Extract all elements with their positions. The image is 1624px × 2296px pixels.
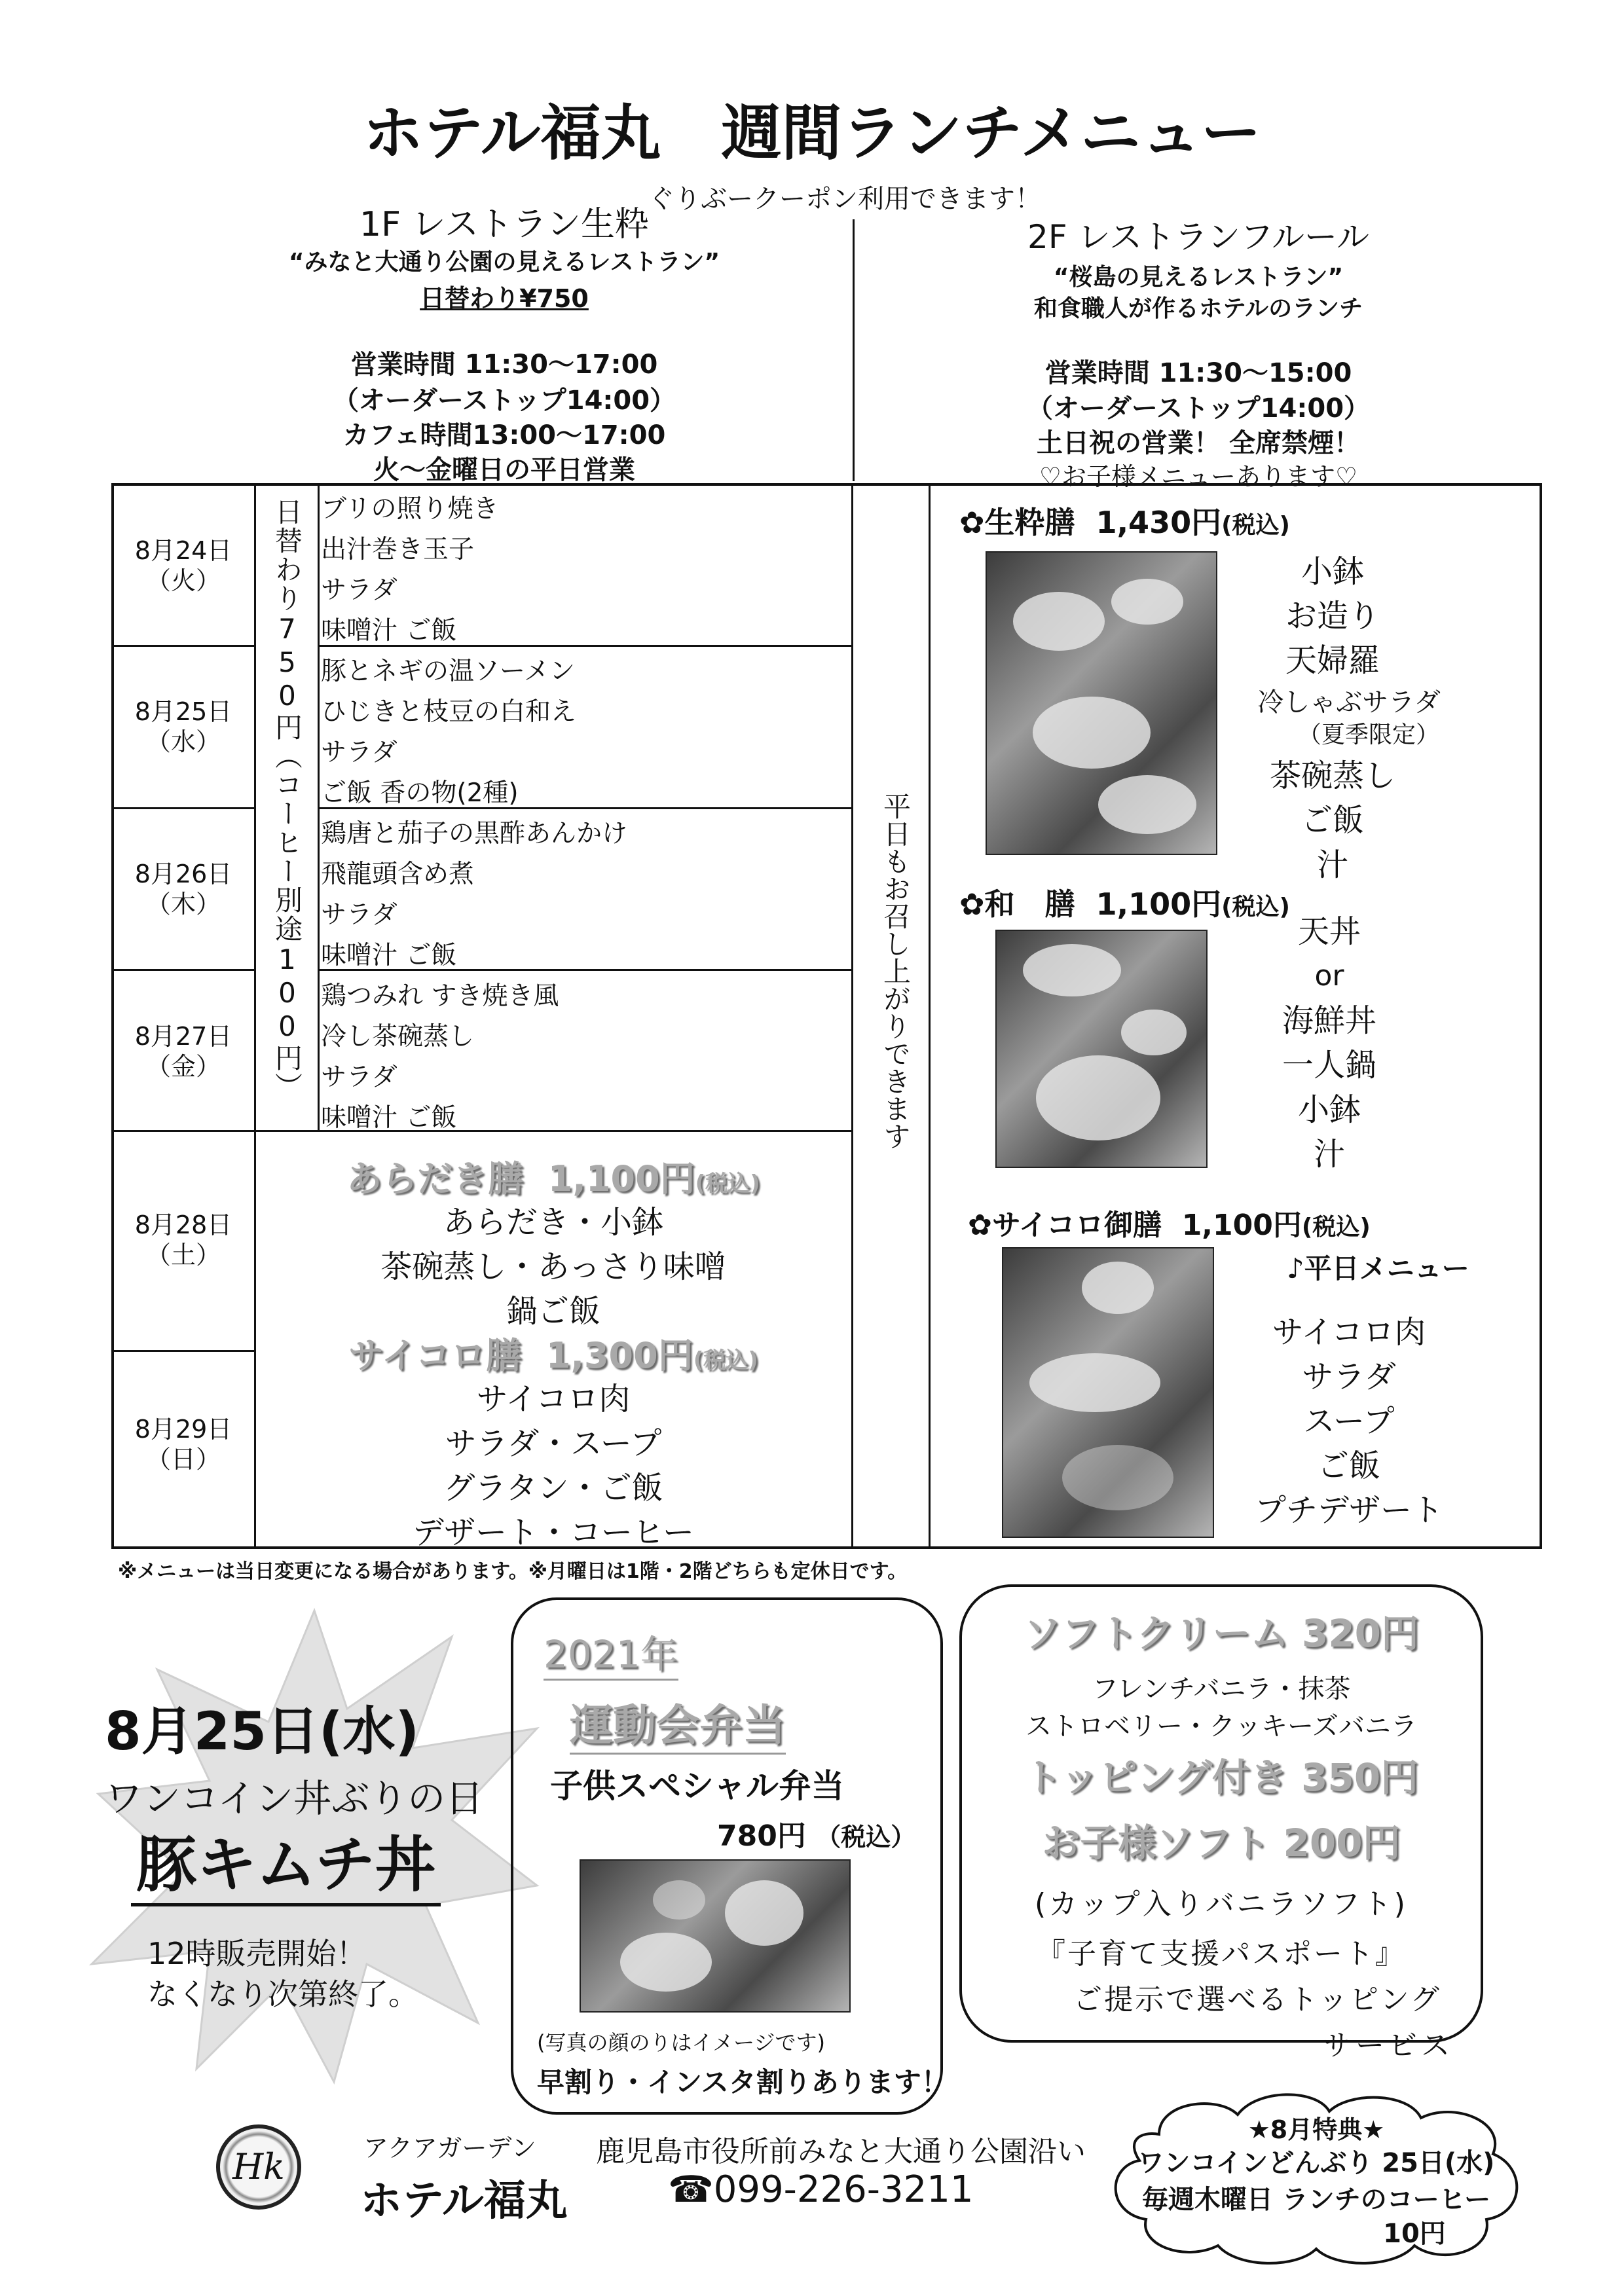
restaurant-2f-sub: 和食職人が作るホテルのランチ [1033, 295, 1363, 322]
softcream-passport: 『子育て支援パスポート』 [1037, 1937, 1406, 1971]
kisui-item: 小鉢 [1301, 553, 1364, 590]
wazen-item: or [1314, 959, 1344, 993]
footer-phone: ☎099-226-3211 [668, 2168, 974, 2211]
course-kisui-heading: ✿生粋膳 1,430円(税込) [959, 505, 1291, 540]
course-wazen-heading: ✿和 膳 1,100円(税込) [959, 886, 1291, 922]
promo-dish: 豚キムチ丼 [131, 1817, 441, 1906]
wazen-item: 天丼 [1297, 913, 1361, 950]
menu-item: サラダ [321, 900, 397, 930]
restaurant-2f-order-stop: （オーダーストップ14:00） [1026, 393, 1371, 424]
restaurant-2f-notice: 土日祝の営業！ 全席禁煙！ [1037, 428, 1360, 458]
menu-item: 冷し茶碗蒸し [321, 1022, 475, 1051]
restaurant-1f-name: 1F レストラン生粋 [360, 205, 649, 244]
softcream-flavors-2: ストロベリー・クッキーズバニラ [1025, 1711, 1417, 1741]
restaurant-2f-tagline: “桜島の見えるレストラン” [1053, 264, 1344, 291]
special-title: ★8月特典★ [1247, 2115, 1385, 2144]
saikoro-gozen-item: スープ [1303, 1403, 1395, 1440]
special-line2: 毎週木曜日 ランチのコーヒー [1141, 2185, 1491, 2215]
restaurant-2f-kids: ♡お子様メニューあります♡ [1039, 462, 1358, 491]
aradaki-line: 茶碗蒸し・あっさり味噌 [380, 1248, 726, 1285]
bento-photo [580, 1859, 851, 2013]
menu-item: ひじきと枝豆の白和え [321, 697, 577, 727]
bento-price: 780円 （税込） [717, 1819, 916, 1853]
hotel-logo: Hk [216, 2124, 301, 2210]
promo-line1: ワンコイン丼ぶりの日 [105, 1776, 484, 1821]
aradaki-line: 鍋ご飯 [506, 1293, 600, 1330]
restaurant-2f-hours: 営業時間 11:30～15:00 [1044, 358, 1352, 388]
softcream-flavors-1: フレンチバニラ・抹茶 [1092, 1674, 1351, 1704]
menu-item: 味噌汁 ご飯 [321, 1103, 457, 1133]
bento-discount: 早割り・インスタ割りあります！ [537, 2066, 949, 2098]
kisui-item: お造り [1285, 598, 1380, 634]
date-cell: 8月24日 （火） [134, 536, 232, 595]
wazen-photo [995, 930, 1208, 1168]
date-cell: 8月28日 （土） [134, 1211, 232, 1269]
softcream-kids: お子様ソフト 200円 [1042, 1821, 1401, 1865]
date-cell: 8月25日 （水） [134, 697, 232, 756]
restaurant-1f-hours: 営業時間 11:30～17:00 [350, 350, 658, 380]
softcream-service: サービス [1323, 2029, 1454, 2062]
restaurant-1f-price: 日替わり¥750 [420, 284, 589, 313]
saikoro-gozen-item: ご飯 [1317, 1448, 1380, 1484]
date-cell: 8月27日 （金） [134, 1022, 232, 1081]
menu-item: 出汁巻き玉子 [321, 535, 475, 564]
menu-item: 味噌汁 ご飯 [321, 941, 457, 970]
date-cell: 8月26日 （木） [134, 860, 232, 919]
header-divider [853, 219, 855, 481]
saikoro-line: サイコロ肉 [476, 1381, 631, 1417]
restaurant-2f-name: 2F レストランフルール [1027, 218, 1369, 256]
col-sep-menu [851, 483, 853, 1549]
kisui-item: ご飯 [1301, 802, 1364, 839]
menu-item: ブリの照り焼き [321, 494, 499, 524]
promo-start: 12時販売開始！ [147, 1936, 367, 1971]
menu-item: サラダ [321, 575, 397, 605]
row-sep-2 [111, 807, 255, 809]
bento-title: 運動会弁当 [570, 1690, 786, 1755]
row-sep-4 [111, 1130, 853, 1132]
wazen-item: 小鉢 [1297, 1091, 1361, 1128]
row-sep-5 [111, 1350, 255, 1352]
wazen-item: 汁 [1313, 1136, 1345, 1173]
menu-item: サラダ [321, 1063, 397, 1092]
promo-end: なくなり次第終了。 [147, 1977, 418, 2012]
coupon-note: ぐりぶークーポン利用できます！ [648, 184, 1041, 214]
kisui-item: 冷しゃぶサラダ [1257, 687, 1441, 718]
special-line1: ワンコインどんぶり 25日(水) [1137, 2148, 1495, 2178]
footnote: ※メニューは当日変更になる場合があります。※月曜日は1階・2階どちらも定休日です。 [118, 1560, 908, 1583]
footer-address: 鹿児島市役所前みなと大通り公園沿い [596, 2135, 1086, 2168]
saikoro-gozen-item: サイコロ肉 [1272, 1314, 1426, 1351]
restaurant-1f-order-stop: （オーダーストップ14:00） [332, 386, 676, 416]
weekday-vertical-label: 平日もお召し上がりできます [879, 792, 912, 1150]
menu-item: 味噌汁 ご飯 [321, 616, 457, 646]
page-title: ホテル福丸 週間ランチメニュー [363, 98, 1261, 168]
softcream-passport-2: ご提示で選べるトッピング [1073, 1983, 1441, 2016]
bento-name: 子供スペシャル弁当 [550, 1767, 844, 1805]
col-sep-weekday [929, 483, 931, 1549]
aradaki-line: あらだき・小鉢 [443, 1204, 663, 1241]
restaurant-1f-days: 火～金曜日の平日営業 [373, 455, 635, 485]
restaurant-1f-cafe: カフェ時間13:00～17:00 [342, 420, 666, 450]
menu-item: 鶏唐と茄子の黒酢あんかけ [321, 819, 628, 848]
special-line3: 10円 [1383, 2219, 1446, 2249]
kisui-zen-photo [986, 551, 1217, 855]
row-sep-1 [111, 645, 255, 647]
saikoro-gozen-item: サラダ [1302, 1358, 1396, 1395]
daily-price-vertical-label: 日替わり750円（コーヒー別途100円） [271, 498, 303, 1101]
softcream-cup: (カップ入りバニラソフト) [1035, 1887, 1408, 1921]
restaurant-1f-tagline: “みなと大通り公園の見えるレストラン” [288, 249, 720, 276]
softcream-topping: トッピング付き 350円 [1024, 1755, 1419, 1800]
menu-item: 飛龍頭含め煮 [321, 860, 475, 889]
date-cell: 8月29日 （日） [134, 1415, 232, 1474]
kisui-item: 天婦羅 [1285, 642, 1380, 679]
menu-item: 鶏つみれ すき焼き風 [321, 981, 559, 1011]
saikoro-line: サラダ・スープ [445, 1425, 662, 1462]
course-saikoro-heading: ✿サイコロ御膳 1,100円(税込) [968, 1209, 1371, 1242]
softcream-title: ソフトクリーム 320円 [1023, 1611, 1420, 1656]
aradaki-title: あらだき膳 1,100円(税込) [346, 1158, 760, 1199]
kisui-item: 汁 [1316, 847, 1348, 883]
saikoro-line: グラタン・ご飯 [443, 1470, 663, 1506]
bento-year: 2021年 [544, 1624, 678, 1681]
saikoro-title: サイコロ膳 1,300円(税込) [348, 1335, 758, 1376]
saikoro-weekday-note: ♪平日メニュー [1287, 1252, 1469, 1285]
footer-subtitle: アクアガーデン [363, 2134, 536, 2162]
menu-item: サラダ [321, 738, 397, 767]
promo-date: 8月25日(水) [105, 1701, 420, 1762]
row-sep-3 [111, 969, 255, 971]
menu-item: ご飯 香の物(2種) [321, 778, 519, 808]
saikoro-gozen-photo [1002, 1247, 1214, 1538]
kisui-item: （夏季限定） [1297, 721, 1439, 748]
menu-item: 豚とネギの温ソーメン [321, 657, 576, 686]
footer-hotel-name: ホテル福丸 [360, 2177, 568, 2225]
bento-note: (写真の顔のりはイメージです) [537, 2030, 826, 2055]
wazen-item: 一人鍋 [1282, 1047, 1376, 1084]
saikoro-gozen-item: プチデザート [1254, 1492, 1443, 1529]
kisui-item: 茶碗蒸し [1269, 757, 1395, 794]
saikoro-line: デザート・コーヒー [412, 1514, 695, 1551]
wazen-item: 海鮮丼 [1282, 1002, 1376, 1039]
